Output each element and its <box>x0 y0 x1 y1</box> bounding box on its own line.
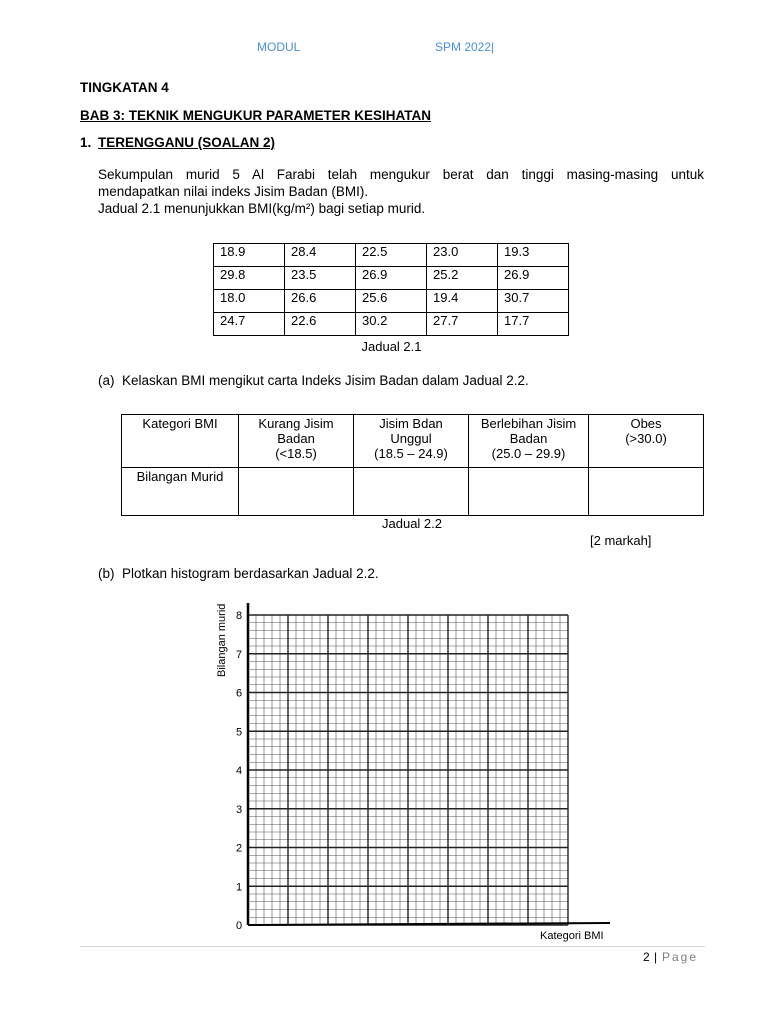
y-tick-label: 8 <box>236 610 243 622</box>
footer-page-word: Page <box>662 950 699 964</box>
table-cell: 25.2 <box>427 267 498 290</box>
table1-caption: Jadual 2.1 <box>361 339 422 354</box>
table-cell: 18.0 <box>214 290 285 313</box>
footer-page-number: 2 <box>643 950 650 964</box>
intro-line-3: Jadual 2.1 menunjukkan BMI(kg/m²) bagi setiap murid. <box>98 201 426 216</box>
header-cell <box>239 415 354 468</box>
question-title: TERENGGANU (SOALAN 2) <box>98 135 276 150</box>
table-cell: 23.0 <box>427 244 498 267</box>
header-line: (25.0 – 29.9) <box>491 446 566 461</box>
table-cell: 27.7 <box>427 313 498 336</box>
table-cell: 24.7 <box>214 313 285 336</box>
table-cell: 25.6 <box>356 290 427 313</box>
header-line: Obes <box>630 416 662 431</box>
footer-separator: | <box>654 950 658 964</box>
header-cell <box>122 415 239 468</box>
chapter-title: BAB 3: TEKNIK MENGUKUR PARAMETER KESIHATAN <box>80 108 431 123</box>
y-tick-label: 4 <box>236 765 243 777</box>
y-tick-label: 6 <box>236 687 243 700</box>
header-line: (18.5 – 24.9) <box>374 446 448 461</box>
header-line: Kategori BMI <box>142 416 218 431</box>
header-line: Berlebihan Jisim <box>480 416 577 431</box>
table-cell: 30.2 <box>356 313 427 336</box>
table-cell: 17.7 <box>498 313 569 336</box>
header-cell <box>354 415 469 468</box>
y-tick-label: 2 <box>236 842 243 855</box>
marks: [2 markah] <box>590 533 652 548</box>
table-row <box>122 415 704 468</box>
header-line: (<18.5) <box>275 446 317 461</box>
table-cell: 28.4 <box>285 244 356 267</box>
table-row <box>214 244 569 267</box>
table-cell: 29.8 <box>214 267 285 290</box>
question-number: 1. <box>80 135 92 150</box>
table-cell: 18.9 <box>214 244 285 267</box>
table-row <box>214 290 569 313</box>
part-b-text: Plotkan histogram berdasarkan Jadual 2.2. <box>122 566 379 581</box>
intro-line-1: Sekumpulan murid 5 Al Farabi telah mengukur berat dan tinggi masing-masing untuk <box>98 167 704 182</box>
table-cell: 22.5 <box>356 244 427 267</box>
y-tick-label: 1 <box>236 881 243 894</box>
answer-cell[interactable] <box>354 468 469 516</box>
table-cell: 30.7 <box>498 290 569 313</box>
header-cell <box>469 415 589 468</box>
table-cell: 26.9 <box>498 267 569 290</box>
header-left: MODUL <box>257 40 301 54</box>
y-tick-label: 0 <box>236 920 243 932</box>
header-line: Kurang Jisim <box>258 416 334 431</box>
header-line: Unggul <box>390 431 432 446</box>
y-axis-label: Bilangan murid <box>216 603 228 677</box>
bmi-table <box>213 243 569 336</box>
table-row <box>122 468 704 516</box>
part-a-text: Kelaskan BMI mengikut carta Indeks Jisim Badan dalam Jadual 2.2. <box>122 373 529 388</box>
y-tick-label: 3 <box>236 803 243 816</box>
header-right: SPM 2022| <box>435 40 495 54</box>
graph-paper[interactable] <box>200 595 620 945</box>
table-cell: 19.3 <box>498 244 569 267</box>
x-axis-label: Kategori BMI <box>540 930 604 942</box>
y-tick-label: 5 <box>236 726 243 739</box>
answer-cell[interactable] <box>589 468 704 516</box>
table-cell: 26.6 <box>285 290 356 313</box>
header-cell <box>589 415 704 468</box>
header-line: Badan <box>277 431 315 446</box>
part-b-label: (b) <box>98 566 115 581</box>
table-cell: 26.9 <box>356 267 427 290</box>
table-row <box>214 313 569 336</box>
header-line: (>30.0) <box>625 431 667 446</box>
table-cell: 19.4 <box>427 290 498 313</box>
part-a-label: (a) <box>98 373 115 388</box>
table2-caption: Jadual 2.2 <box>382 516 442 531</box>
graph-area <box>200 595 620 945</box>
row-label: Bilangan Murid <box>122 468 239 516</box>
answer-cell[interactable] <box>469 468 589 516</box>
table-cell: 23.5 <box>285 267 356 290</box>
bmi-category-table <box>121 414 704 516</box>
y-tick-label: 7 <box>236 648 243 661</box>
table-row <box>214 267 569 290</box>
form-level: TINGKATAN 4 <box>80 80 169 95</box>
answer-cell[interactable] <box>239 468 354 516</box>
header-line: Jisim Bdan <box>379 416 443 431</box>
footer-rule <box>80 946 705 947</box>
header-line: Badan <box>509 431 548 446</box>
table-cell: 22.6 <box>285 313 356 336</box>
intro-line-2: mendapatkan nilai indeks Jisim Badan (BMI). <box>98 184 369 199</box>
